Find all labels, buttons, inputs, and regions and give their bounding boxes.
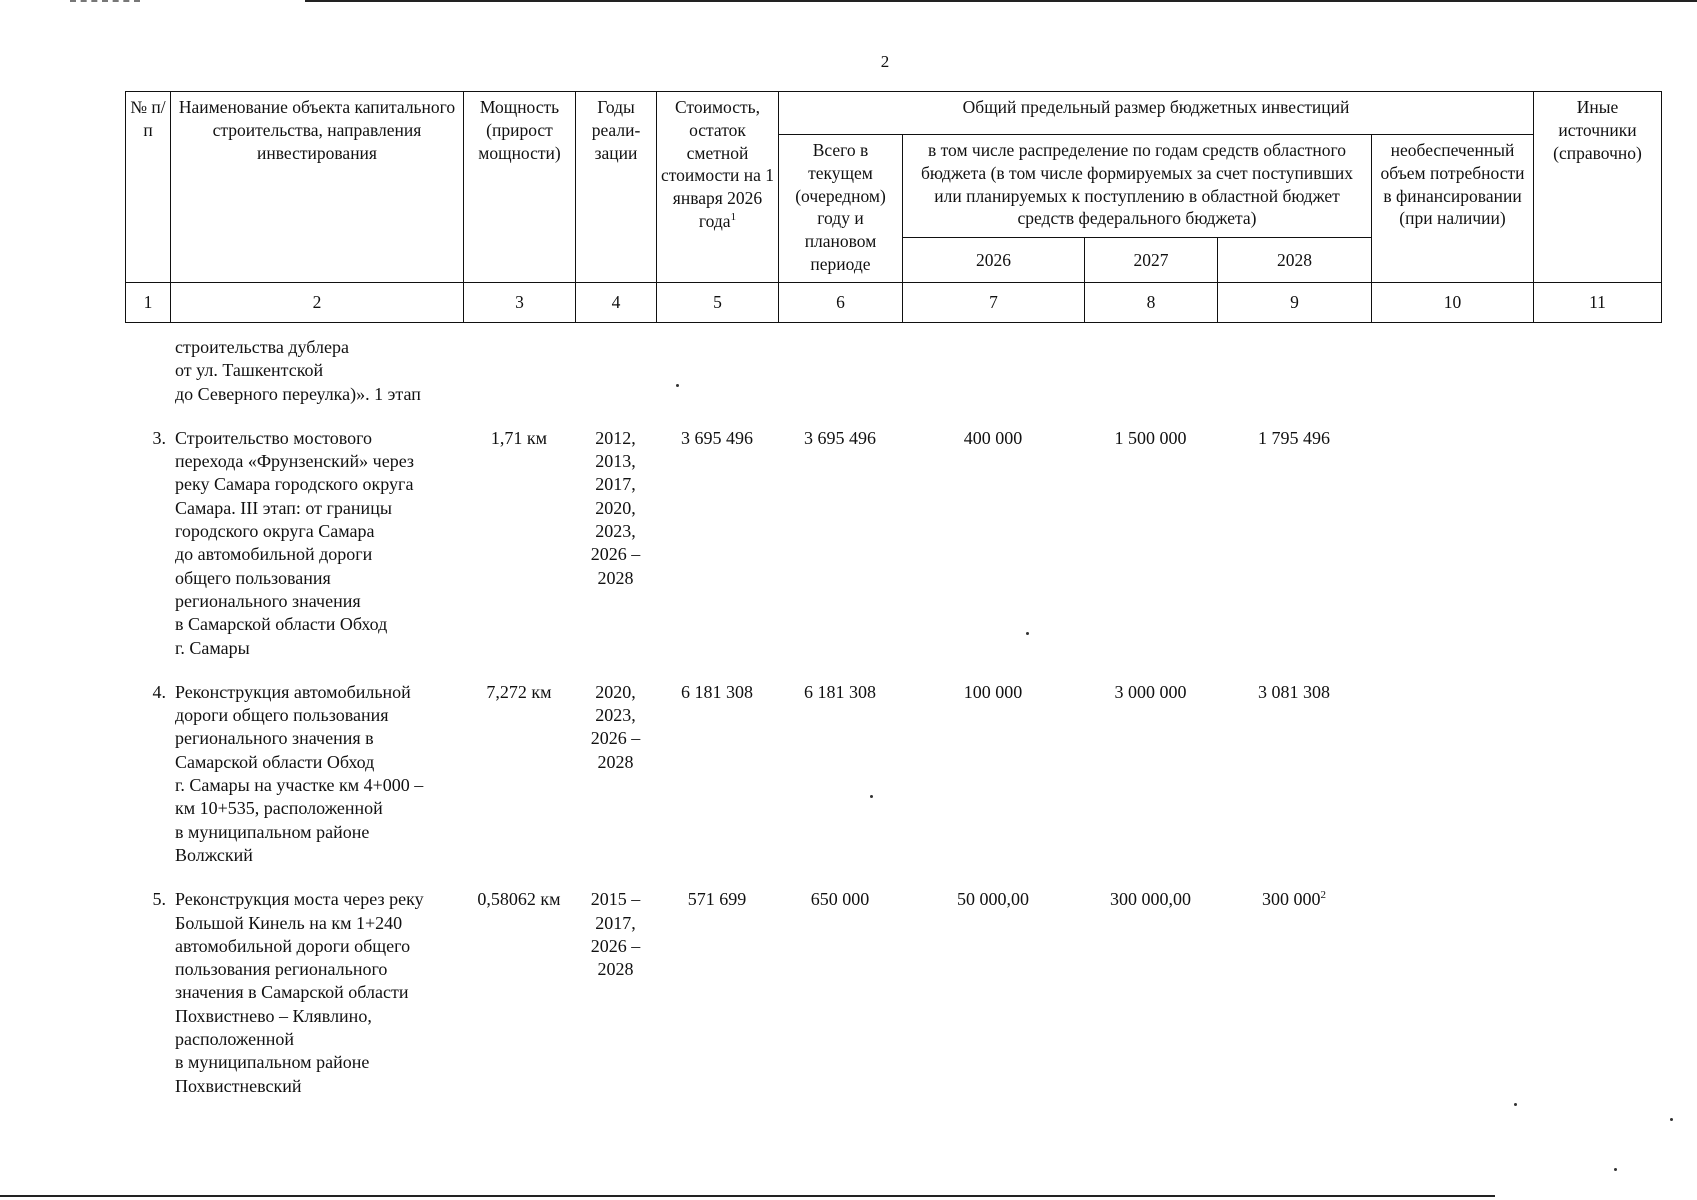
name-line: км 10+535, расположенной bbox=[175, 798, 383, 819]
row-capacity: 0,58062 км bbox=[477, 889, 561, 910]
row-2027: 3 000 000 bbox=[1114, 681, 1187, 702]
year-line: 2026 – bbox=[590, 935, 641, 956]
row-cost: 571 699 bbox=[687, 889, 747, 910]
row-2028 bbox=[1217, 427, 1371, 660]
table-row bbox=[125, 888, 1661, 1098]
row-2026: 400 000 bbox=[963, 427, 1023, 448]
row-2026: 50 000,00 bbox=[957, 889, 1029, 910]
name-line: г. Самары на участке км 4+000 – bbox=[175, 775, 424, 796]
footnote-marker: 1 bbox=[730, 210, 737, 223]
row-2028 bbox=[1217, 681, 1371, 867]
row-2028-value: 3 081 308 bbox=[1258, 681, 1330, 702]
scan-speck bbox=[1670, 1118, 1673, 1121]
header-total: Всего в текущем (очередном) году и плановом периоде bbox=[779, 135, 903, 283]
year-line: 2017, bbox=[595, 912, 636, 933]
name-line: значения в Самарской области bbox=[175, 982, 409, 1003]
year-line: 2026 – bbox=[590, 544, 641, 565]
name-line: Реконструкция автомобильной bbox=[175, 681, 411, 702]
header-column-numbers bbox=[126, 283, 1662, 323]
continuation-row bbox=[125, 336, 1661, 406]
name-line: до автомобильной дороги bbox=[175, 544, 373, 565]
name-line: Реконструкция моста через реку bbox=[175, 889, 424, 910]
scan-speck bbox=[676, 384, 679, 387]
header-years: Годы реали-зации bbox=[576, 92, 657, 283]
row-years bbox=[575, 888, 656, 1098]
header-year-2026: 2026 bbox=[903, 238, 1085, 283]
scan-speck bbox=[870, 795, 873, 798]
name-line: в муниципальном районе bbox=[175, 1052, 370, 1073]
name-line: регионального значения bbox=[175, 590, 361, 611]
table-row bbox=[125, 427, 1661, 660]
column-number: 11 bbox=[1534, 283, 1662, 323]
column-number: 8 bbox=[1085, 283, 1218, 323]
year-line: 2028 bbox=[597, 959, 634, 980]
column-number: 7 bbox=[903, 283, 1085, 323]
column-number: 5 bbox=[657, 283, 779, 323]
name-line: регионального значения в bbox=[175, 728, 374, 749]
header-unsecured: необеспеченный объем потребности в финансировании (при наличии) bbox=[1372, 135, 1534, 283]
year-line: 2020, bbox=[595, 497, 636, 518]
header-other: Иные источники (справочно) bbox=[1534, 92, 1662, 283]
scan-edge-bottom bbox=[0, 1195, 1495, 1197]
row-capacity: 7,272 км bbox=[486, 681, 552, 702]
name-line: расположенной bbox=[175, 1029, 294, 1050]
year-line: 2020, bbox=[595, 681, 636, 702]
name-line: строительства дублера bbox=[175, 337, 349, 357]
scan-speck bbox=[1514, 1103, 1517, 1106]
scan-edge-dash bbox=[70, 0, 140, 2]
name-line: Большой Кинель на км 1+240 bbox=[175, 912, 403, 933]
row-years bbox=[575, 681, 656, 867]
row-name bbox=[170, 888, 463, 1098]
name-line: г. Самары bbox=[175, 637, 250, 658]
table-body bbox=[125, 336, 1661, 1098]
footnote-marker: 2 bbox=[1320, 889, 1326, 902]
header-capacity: Мощность (прирост мощности) bbox=[464, 92, 576, 283]
column-number: 6 bbox=[779, 283, 903, 323]
scan-edge-top bbox=[305, 0, 1697, 2]
column-number: 3 bbox=[464, 283, 576, 323]
row-num: 3. bbox=[152, 427, 166, 448]
name-line: Волжский bbox=[175, 844, 253, 865]
row-total: 6 181 308 bbox=[804, 681, 876, 702]
name-line: Похвистнево – Клявлино, bbox=[175, 1005, 372, 1026]
name-line: до Северного переулка)». 1 этап bbox=[175, 383, 421, 404]
header-name: Наименование объекта капитального строительства, направления инвестирования bbox=[171, 92, 464, 283]
year-line: 2023, bbox=[595, 705, 636, 726]
year-line: 2017, bbox=[595, 474, 636, 495]
scan-speck bbox=[1026, 632, 1029, 635]
name-line: Самарской области Обход bbox=[175, 751, 375, 772]
header-year-2027: 2027 bbox=[1085, 238, 1218, 283]
row-2027: 1 500 000 bbox=[1114, 427, 1187, 448]
row-name bbox=[170, 681, 463, 867]
year-line: 2012, bbox=[595, 427, 636, 448]
row-total: 3 695 496 bbox=[804, 427, 876, 448]
name-line: реку Самара городского округа bbox=[175, 474, 414, 495]
year-line: 2015 – bbox=[590, 889, 641, 910]
row-cost: 3 695 496 bbox=[681, 427, 753, 448]
column-number: 9 bbox=[1218, 283, 1372, 323]
row-total: 650 000 bbox=[810, 889, 870, 910]
header-group-distribution: в том числе распределение по годам средств областного бюджета (в том числе формируемых за счет поступивших или планируемых к поступлению в областной бюджет средств федерального бюджета) bbox=[903, 135, 1372, 238]
year-line: 2028 bbox=[597, 751, 634, 772]
header-year-2028: 2028 bbox=[1218, 238, 1372, 283]
row-2028 bbox=[1217, 888, 1371, 1098]
row-2028-value: 1 795 496 bbox=[1258, 427, 1330, 448]
row-2028-value: 300 000 bbox=[1262, 889, 1321, 910]
column-number: 10 bbox=[1372, 283, 1534, 323]
row-years bbox=[575, 427, 656, 660]
column-number: 1 bbox=[126, 283, 171, 323]
name-line: дороги общего пользования bbox=[175, 705, 389, 726]
header-cost bbox=[657, 92, 779, 283]
name-line: пользования регионального bbox=[175, 959, 388, 980]
column-number: 4 bbox=[576, 283, 657, 323]
name-line: Строительство мостового bbox=[175, 427, 373, 448]
name-line: перехода «Фрунзенский» через bbox=[175, 451, 415, 472]
row-name bbox=[170, 427, 463, 660]
scan-speck bbox=[1614, 1168, 1617, 1171]
row-capacity: 1,71 км bbox=[490, 427, 548, 448]
year-line: 2013, bbox=[595, 451, 636, 472]
continuation-text bbox=[170, 336, 463, 406]
column-number: 2 bbox=[171, 283, 464, 323]
name-line: городского округа Самара bbox=[175, 521, 375, 542]
name-line: общего пользования bbox=[175, 567, 331, 588]
name-line: от ул. Ташкентской bbox=[175, 360, 324, 381]
table-header bbox=[125, 91, 1662, 323]
page-number: 2 bbox=[880, 52, 890, 71]
row-2026: 100 000 bbox=[963, 681, 1023, 702]
row-num: 4. bbox=[152, 681, 166, 702]
row-num: 5. bbox=[152, 889, 166, 910]
name-line: автомобильной дороги общего bbox=[175, 935, 411, 956]
name-line: Похвистневский bbox=[175, 1075, 302, 1096]
year-line: 2026 – bbox=[590, 728, 641, 749]
row-cost: 6 181 308 bbox=[681, 681, 753, 702]
header-num: № п/п bbox=[126, 92, 171, 283]
name-line: в муниципальном районе bbox=[175, 821, 370, 842]
header-group-total: Общий предельный размер бюджетных инвестиций bbox=[779, 92, 1534, 135]
year-line: 2023, bbox=[595, 521, 636, 542]
name-line: Самара. III этап: от границы bbox=[175, 497, 392, 518]
table-row bbox=[125, 681, 1661, 867]
header-cost-text: Стоимость, остаток сметной стоимости на 1 января 2026 года bbox=[661, 97, 774, 231]
row-2027: 300 000,00 bbox=[1110, 889, 1191, 910]
year-line: 2028 bbox=[597, 567, 634, 588]
name-line: в Самарской области Обход bbox=[175, 614, 388, 635]
